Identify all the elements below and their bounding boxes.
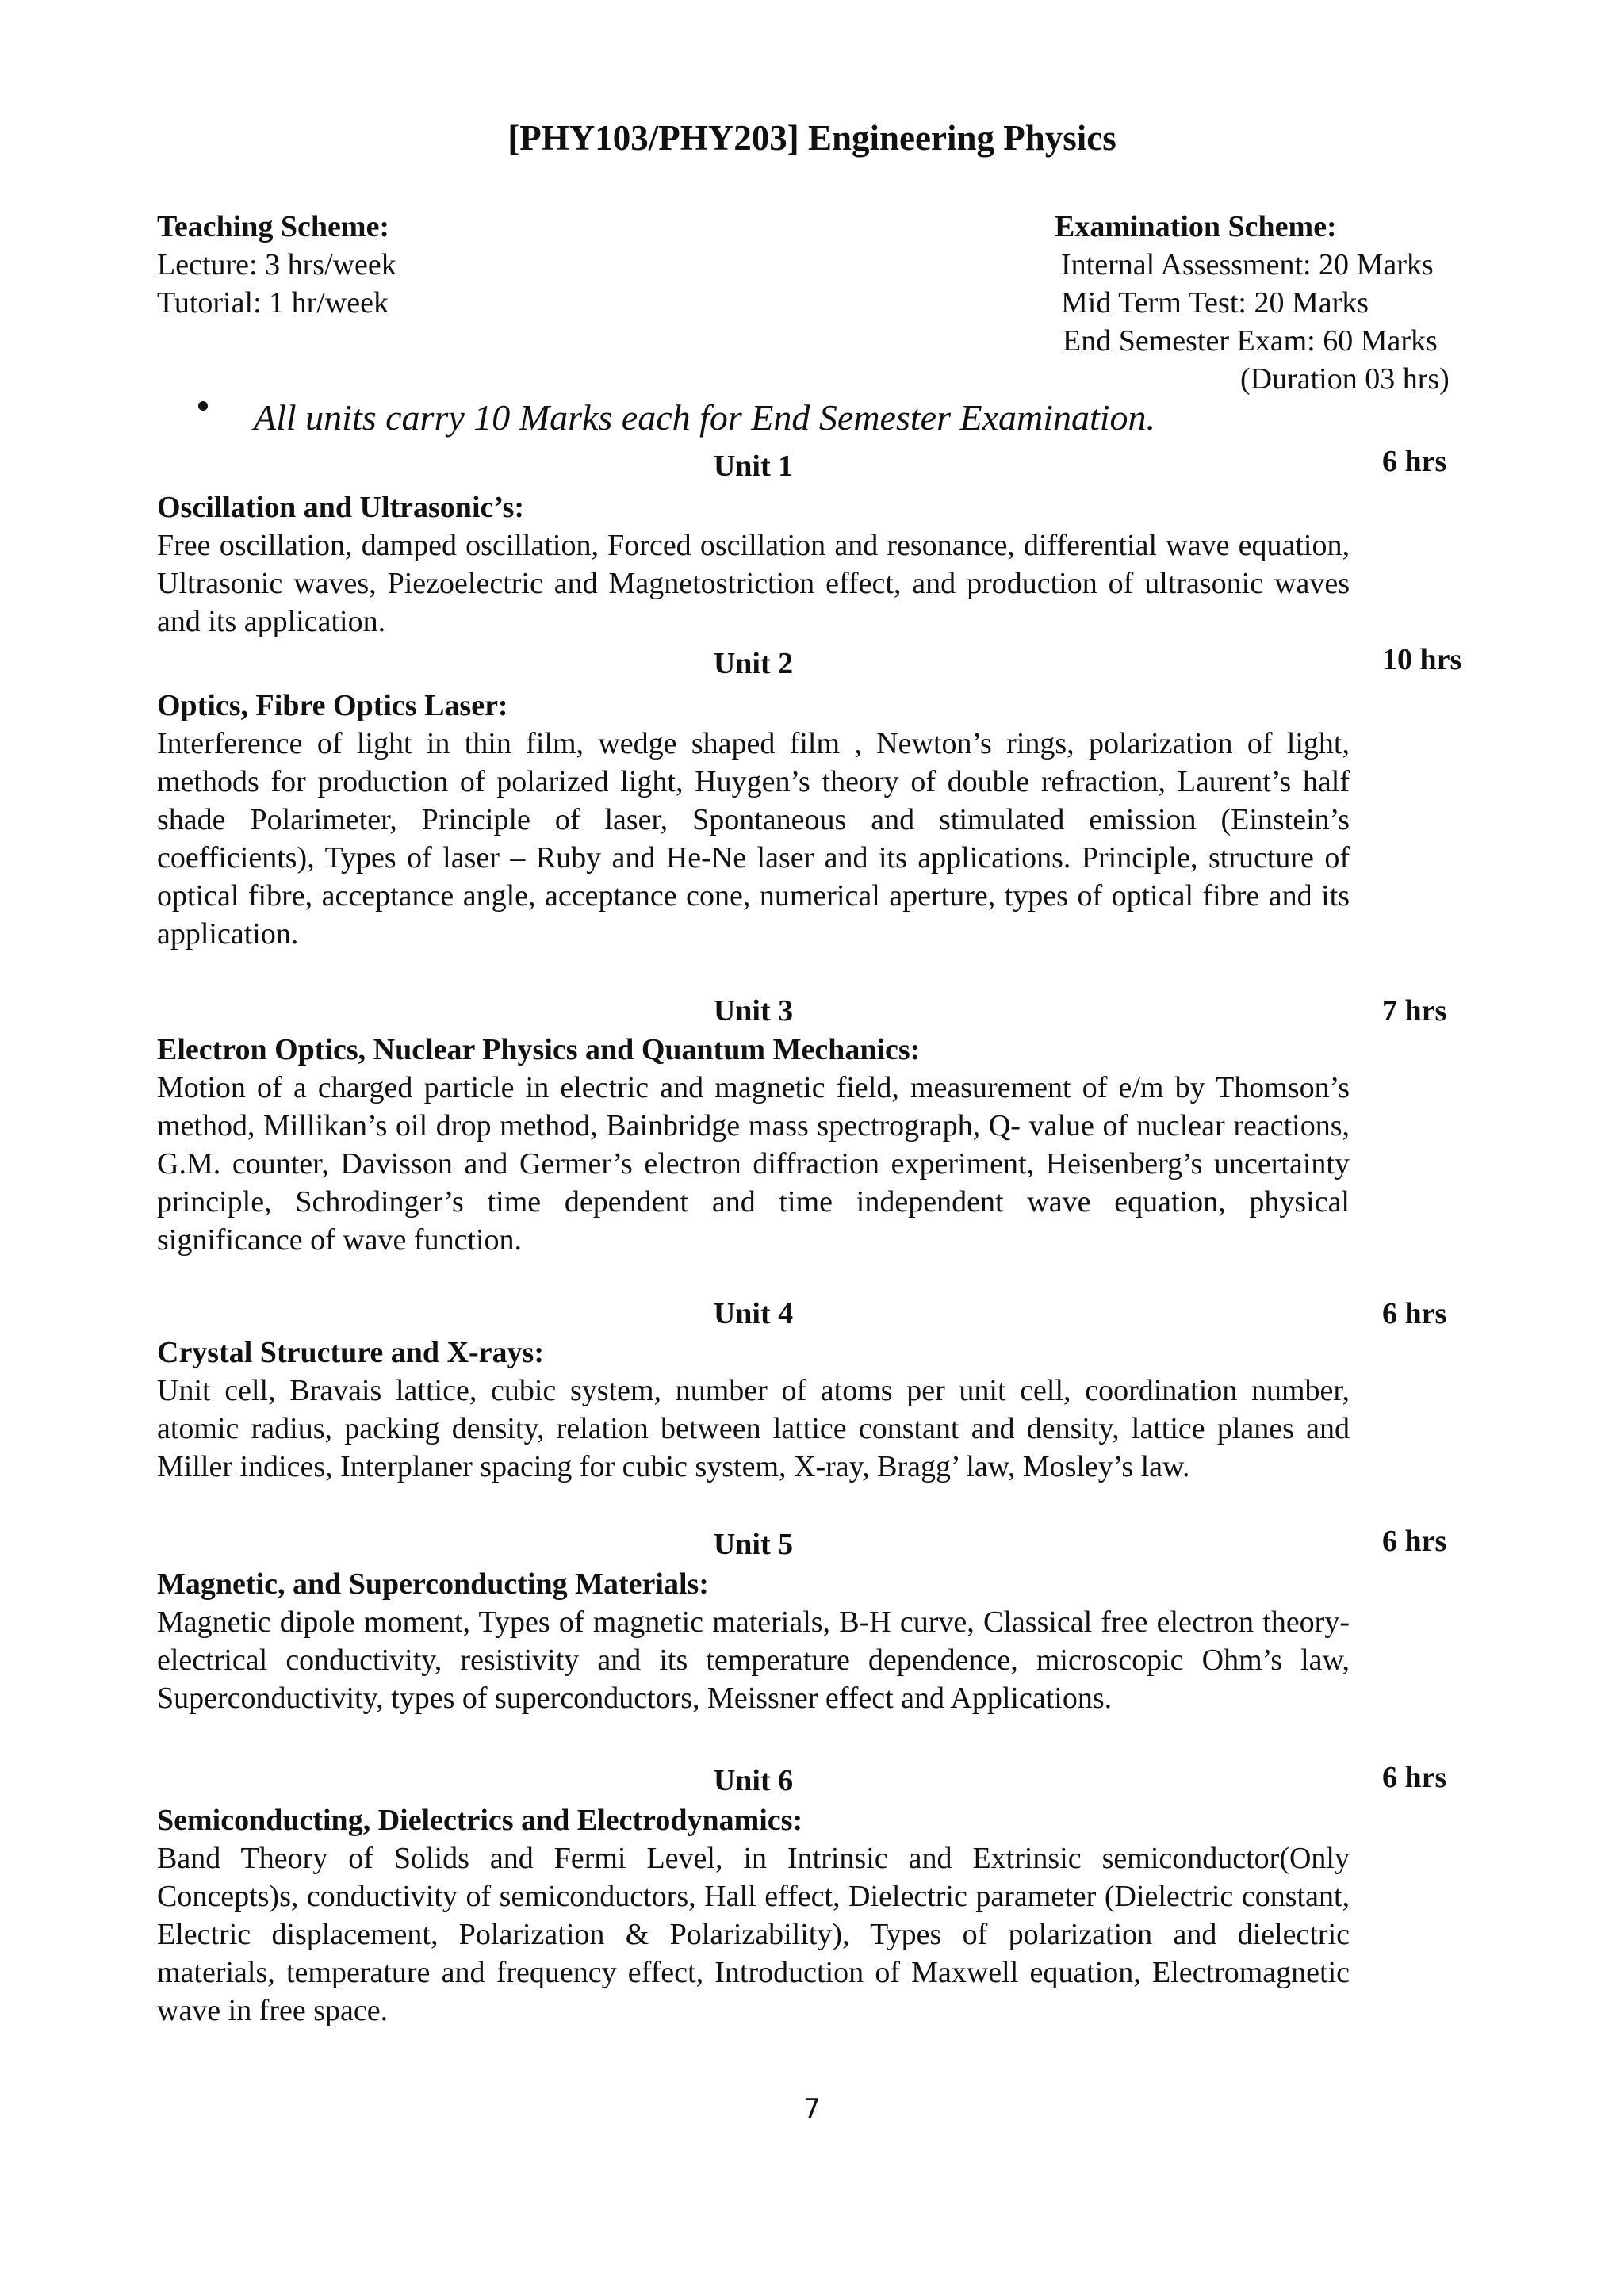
unit-2-topic: Optics, Fibre Optics Laser: [157, 689, 508, 722]
page-number: 7 [803, 2093, 821, 2125]
page-title: [PHY103/PHY203] Engineering Physics [508, 118, 1116, 158]
unit-2-heading: Unit 2 [713, 647, 794, 680]
unit-1-topic: Oscillation and Ultrasonic’s: [157, 491, 525, 524]
unit-5-hours: 6 hrs [1382, 1525, 1447, 1558]
marks-note-text: All units carry 10 Marks each for End Semester Examination. [254, 397, 1156, 438]
unit-4-topic: Crystal Structure and X-rays: [157, 1336, 544, 1369]
unit-2-hours: 10 hrs [1382, 643, 1462, 676]
unit-5-topic: Magnetic, and Superconducting Materials: [157, 1567, 709, 1601]
teaching-tutorial: Tutorial: 1 hr/week [157, 286, 389, 320]
unit-1-content: Free oscillation, damped oscillation, Forced oscillation and resonance, differential wave equation, Ultrasonic waves, Piezoelectric and Magnetostriction effect, and production of ultrasonic waves and its application. [157, 529, 1350, 638]
unit-6-topic: Semiconducting, Dielectrics and Electrodynamics: [157, 1804, 803, 1837]
unit-1-hours: 6 hrs [1382, 445, 1447, 478]
unit-4-content: Unit cell, Bravais lattice, cubic system, number of atoms per unit cell, coordination number, atomic radius, packing density, relation between lattice constant and density, lattice planes and Miller indices, Interplaner spacing for cubic system, X-ray, Bragg’ law, Mosley’s law. [157, 1374, 1350, 1483]
unit-3-topic: Electron Optics, Nuclear Physics and Quantum Mechanics: [157, 1033, 921, 1066]
exam-duration: (Duration 03 hrs) [1240, 362, 1450, 396]
teaching-scheme [157, 208, 712, 322]
unit-3-hours: 7 hrs [1382, 994, 1447, 1027]
unit-5-content: Magnetic dipole moment, Types of magnetic materials, B-H curve, Classical free electron theory-electrical conductivity, resistivity and its temperature dependence, microscopic Ohm’s law, Superconductivity, types of superconductors, Meissner effect and Applications. [157, 1605, 1350, 1715]
unit-4-hours: 6 hrs [1382, 1297, 1447, 1330]
examination-scheme [1031, 208, 1475, 398]
unit-5-heading: Unit 5 [713, 1528, 794, 1561]
unit-4-heading: Unit 4 [713, 1297, 794, 1330]
exam-end-semester: End Semester Exam: 60 Marks [1063, 324, 1438, 358]
unit-2-content: Interference of light in thin film, wedge shaped film , Newton’s rings, polarization of light, methods for production of polarized light, Huygen’s theory of double refraction, Laurent’s half shade Polarimeter, Principle of laser, Spontaneous and stimulated emission (Einstein’s coefficients), Types of laser – Ruby and He-Ne laser and its applications. Principle, structure of optical fibre, acceptance angle, acceptance cone, numerical aperture, types of optical fibre and its application. [157, 727, 1350, 951]
unit-3-content: Motion of a charged particle in electric and magnetic field, measurement of e/m by Thomson’s method, Millikan’s oil drop method, Bainbridge mass spectrograph, Q- value of nuclear reactions, G.M. counter, Davisson and Germer’s electron diffraction experiment, Heisenberg’s uncertainty principle, Schrodinger’s time dependent and time independent wave equation, physical significance of wave function. [157, 1071, 1350, 1257]
examination-scheme-heading: Examination Scheme: [1055, 210, 1337, 243]
unit-3-heading: Unit 3 [713, 994, 794, 1027]
marks-note [205, 396, 1155, 438]
exam-internal-assessment: Internal Assessment: 20 Marks [1061, 248, 1434, 281]
unit-6-hours: 6 hrs [1382, 1761, 1447, 1794]
teaching-scheme-heading: Teaching Scheme: [157, 210, 390, 243]
unit-1-heading: Unit 1 [713, 450, 794, 483]
unit-6-heading: Unit 6 [713, 1764, 794, 1797]
bullet-icon [198, 401, 208, 411]
teaching-lecture: Lecture: 3 hrs/week [157, 248, 396, 281]
exam-mid-term: Mid Term Test: 20 Marks [1061, 286, 1369, 320]
unit-6-content: Band Theory of Solids and Fermi Level, in Intrinsic and Extrinsic semiconductor(Only Concepts)s, conductivity of semiconductors, Hall effect, Dielectric parameter (Dielectric constant, Electric displacement, Polarization & Polarizability), Types of polarization and dielectric materials, temperature and frequency effect, Introduction of Maxwell equation, Electromagnetic wave in free space. [157, 1842, 1350, 2027]
